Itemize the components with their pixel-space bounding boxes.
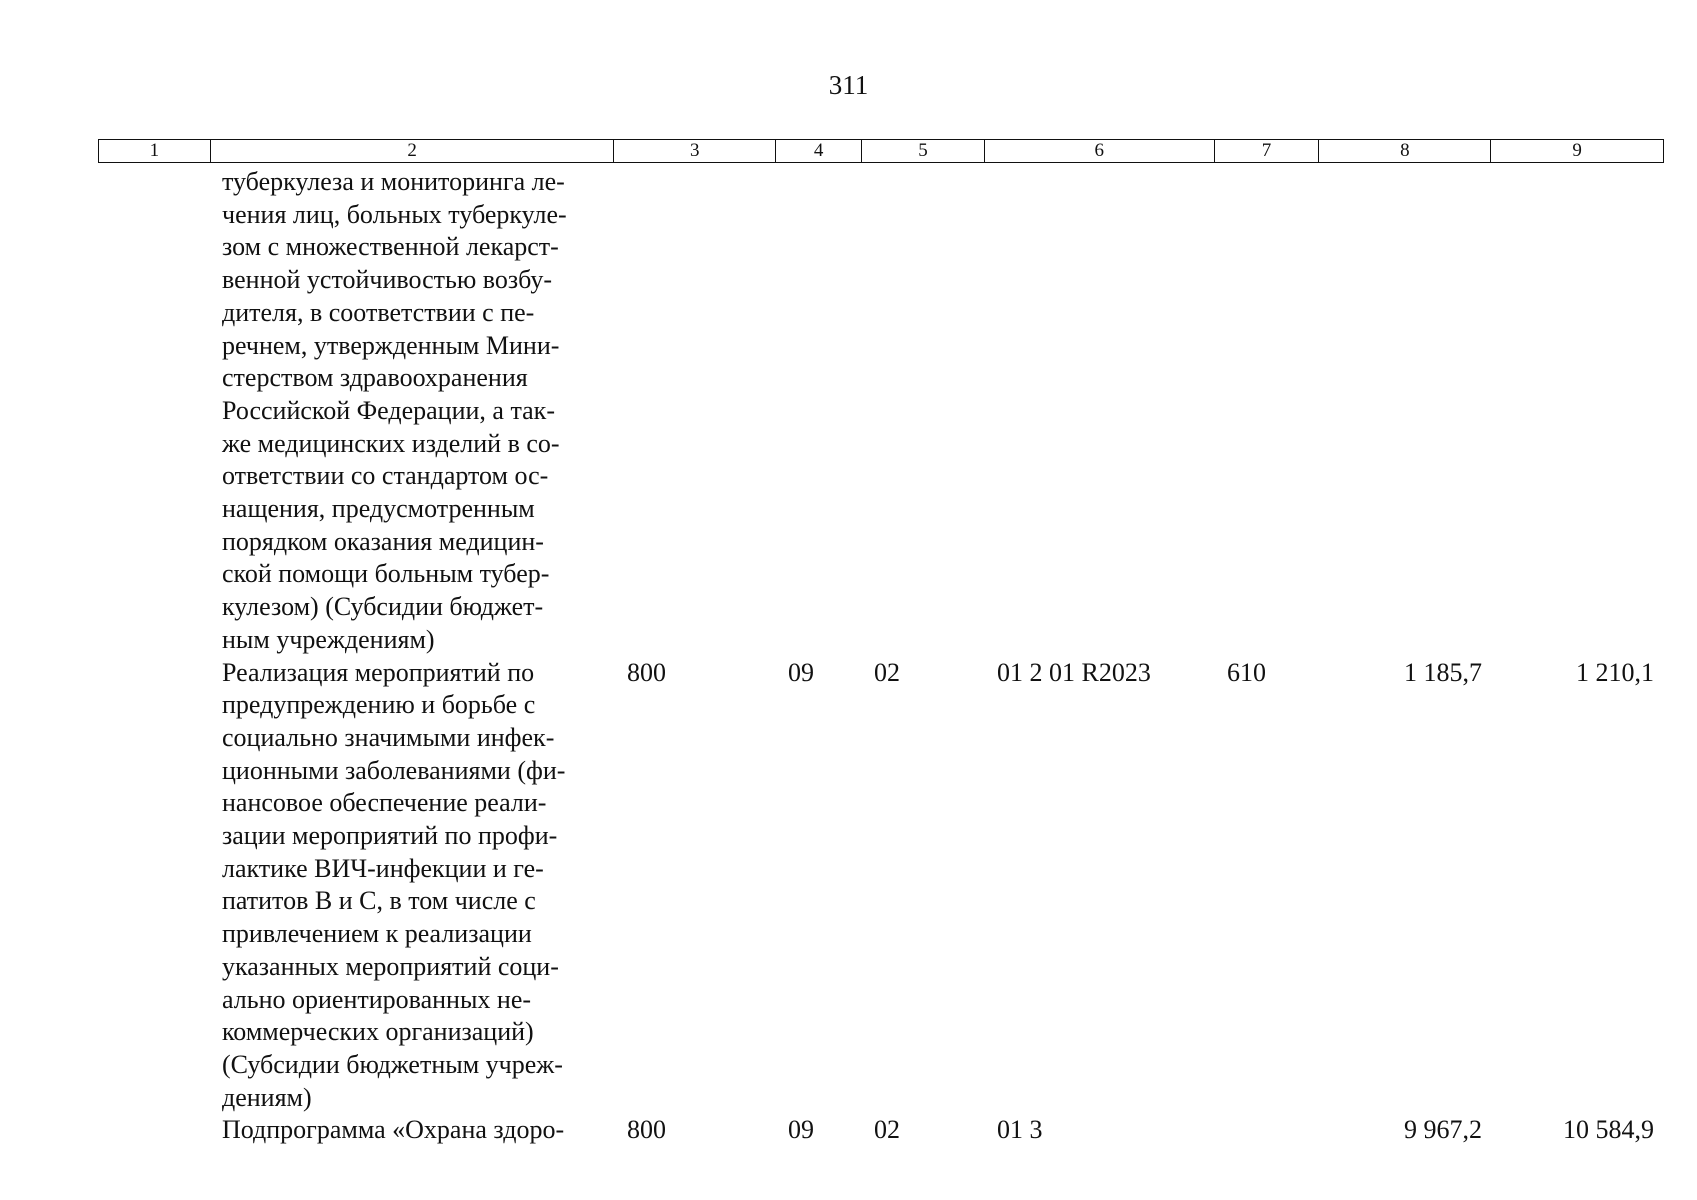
header-col-1: 1 (99, 140, 211, 162)
row-description-line: зом с множественной лекарст- (222, 232, 559, 262)
row-description-line: лактике ВИЧ-инфекции и ге- (222, 853, 544, 883)
row-description-line: предупреждению и борьбе с (222, 690, 536, 720)
table-row (0, 166, 1697, 657)
row-col-5: 02 (874, 1115, 900, 1145)
row-col-4: 09 (788, 657, 814, 687)
row-description-line: Подпрограмма «Охрана здоро- (222, 1115, 565, 1145)
row-col-6: 01 2 01 R2023 (997, 657, 1151, 687)
row-col-7: 610 (1227, 657, 1266, 687)
row-description-line: венной устойчивостью возбу- (222, 265, 553, 295)
header-col-4: 4 (776, 140, 862, 162)
row-description-line: же медицинских изделий в со- (222, 428, 560, 458)
row-description-line: речнем, утвержденным Мини- (222, 330, 560, 360)
header-col-7: 7 (1215, 140, 1320, 162)
row-description-line: зации мероприятий по профи- (222, 821, 558, 851)
row-description (222, 1114, 612, 1147)
header-col-2: 2 (211, 140, 614, 162)
row-col-8: 9 967,2 (1404, 1115, 1482, 1145)
header-col-3: 3 (614, 140, 776, 162)
header-col-6: 6 (985, 140, 1215, 162)
row-description-line: (Субсидии бюджетным учреж- (222, 1049, 563, 1079)
row-col-9: 1 210,1 (1576, 657, 1654, 687)
row-description-line: коммерческих организаций) (222, 1017, 534, 1047)
table-body (0, 166, 1697, 1147)
page-number: 311 (828, 70, 869, 100)
row-col-8: 1 185,7 (1404, 657, 1482, 687)
table-header-row (98, 139, 1664, 163)
row-description-line: Российской Федерации, а так- (222, 395, 555, 425)
row-description-line: нансовое обеспечение реали- (222, 788, 547, 818)
row-description-line: социально значимыми инфек- (222, 722, 555, 752)
row-description-line: порядком оказания медицин- (222, 526, 544, 556)
row-description-line: ным учреждениям) (222, 624, 435, 654)
row-col-3: 800 (627, 1115, 666, 1145)
row-col-6: 01 3 (997, 1115, 1043, 1145)
row-col-4: 09 (788, 1115, 814, 1145)
table-row (0, 657, 1697, 1115)
row-description-line: чения лиц, больных туберкуле- (222, 199, 567, 229)
row-description-line: стерством здравоохранения (222, 363, 528, 393)
header-col-8: 8 (1319, 140, 1491, 162)
row-description-line: туберкулеза и мониторинга ле- (222, 167, 565, 196)
row-description-line: ально ориентированных не- (222, 984, 532, 1014)
table-row (0, 1114, 1697, 1147)
row-description-line: патитов В и С, в том числе с (222, 886, 536, 916)
row-description-line: кулезом) (Субсидии бюджет- (222, 592, 544, 622)
row-description (222, 657, 612, 1115)
row-description-line: привлечением к реализации (222, 919, 532, 949)
row-col-5: 02 (874, 657, 900, 687)
row-description-line: Реализация мероприятий по (222, 657, 535, 687)
header-col-5: 5 (862, 140, 985, 162)
row-description-line: дителя, в соответствии с пе- (222, 297, 535, 327)
row-col-3: 800 (627, 657, 666, 687)
row-description (222, 166, 612, 657)
row-description-line: ответствии со стандартом ос- (222, 461, 549, 491)
row-description-line: нащения, предусмотренным (222, 494, 535, 524)
row-description-line: ционными заболеваниями (фи- (222, 755, 566, 785)
row-description-line: дениям) (222, 1082, 312, 1112)
row-description-line: указанных мероприятий соци- (222, 951, 559, 981)
row-col-9: 10 584,9 (1563, 1115, 1654, 1145)
header-col-9: 9 (1572, 140, 1582, 161)
row-description-line: ской помощи больным тубер- (222, 559, 550, 589)
